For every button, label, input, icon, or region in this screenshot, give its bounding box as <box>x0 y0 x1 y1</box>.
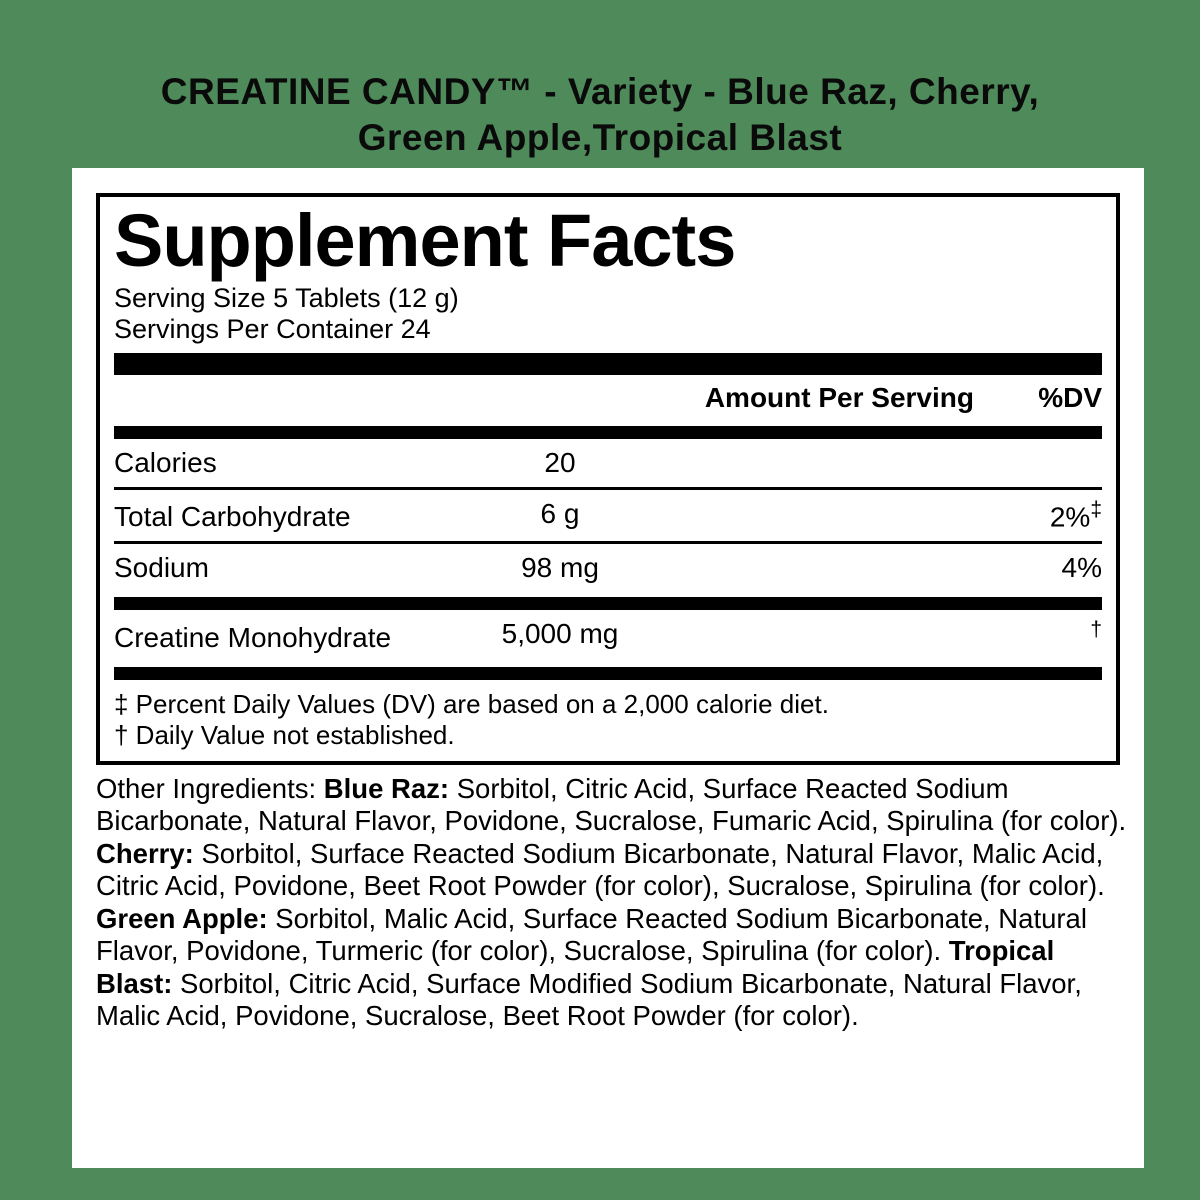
flavor-label-tropical-blast: Tropical Blast: <box>96 935 1055 999</box>
supplement-facts-heading: Supplement Facts <box>114 199 736 282</box>
label-inner <box>96 193 1127 1033</box>
product-title-line-2: Green Apple,Tropical Blast <box>357 117 843 158</box>
servings-per-container: Servings Per Container 24 <box>114 314 431 344</box>
flavor-label-cherry: Cherry: <box>96 837 194 869</box>
nutrient-name: Total Carbohydrate <box>114 501 351 533</box>
label-panel <box>72 168 1144 1168</box>
footnote-daily-values: ‡ Percent Daily Values (DV) are based on a 2,000 calorie diet. <box>114 688 829 719</box>
flavor-text-green-apple: Sorbitol, Malic Acid, Surface Reacted Sodium Bicarbonate, Natural Flavor, Povidone, Turmeric (for color), Sucralose, Spirulina (for color). <box>96 902 1087 967</box>
flavor-text-blue-raz: Sorbitol, Citric Acid, Surface Reacted Sodium Bicarbonate, Natural Flavor, Povidone, Sucralose, Fumaric Acid, Spirulina (for color). <box>96 772 1127 837</box>
footnote-marker-double-dagger: ‡ <box>1090 498 1102 521</box>
table-row <box>114 490 1102 541</box>
nutrient-dv <box>1014 498 1102 533</box>
column-header-amount: Amount Per Serving <box>704 382 974 413</box>
nutrient-dv: 4% <box>1061 552 1102 584</box>
footnote-not-established: † Daily Value not established. <box>114 719 455 750</box>
other-ingredients-label: Other Ingredients: <box>96 772 324 804</box>
table-row <box>114 439 1102 487</box>
flavor-text-cherry: Sorbitol, Surface Reacted Sodium Bicarbonate, Natural Flavor, Malic Acid, Citric Acid, Povidone, Beet Root Powder (for color), Sucralose, Spirulina (for color). <box>96 837 1105 902</box>
flavor-text-tropical-blast: Sorbitol, Citric Acid, Surface Modified Sodium Bicarbonate, Natural Flavor, Malic Acid, Povidone, Sucralose, Beet Root Powder (for color). <box>96 967 1082 1032</box>
nutrient-amount: 5,000 mg <box>501 618 619 650</box>
nutrient-dv-value: 2% <box>1049 501 1091 533</box>
column-header-dv: %DV <box>1038 382 1102 413</box>
other-ingredients <box>96 773 1132 1033</box>
supplement-facts-box <box>96 193 1120 765</box>
serving-size: Serving Size 5 Tablets (12 g) <box>114 283 459 313</box>
nutrient-amount: 20 <box>544 447 576 478</box>
nutrient-name: Calories <box>114 447 217 478</box>
nutrient-name: Sodium <box>114 552 209 584</box>
divider-medium-2 <box>114 597 1102 610</box>
footnote-marker-dagger: † <box>1090 618 1102 642</box>
divider-medium-1 <box>114 426 1102 439</box>
product-title-line-1: CREATINE CANDY™ - Variety - Blue Raz, Cherry, <box>160 71 1040 112</box>
nutrient-dv <box>1014 618 1102 653</box>
nutrient-amount: 6 g <box>540 498 580 529</box>
divider-medium-3 <box>114 667 1102 680</box>
divider-thick-top <box>114 353 1102 375</box>
nutrient-name: Creatine Monohydrate <box>114 621 392 653</box>
table-row <box>114 544 1102 592</box>
flavor-label-green-apple: Green Apple: <box>96 902 268 934</box>
flavor-label-blue-raz: Blue Raz: <box>323 772 450 804</box>
column-headers <box>114 375 1102 421</box>
table-row <box>114 610 1102 661</box>
nutrient-amount: 98 mg <box>521 552 599 584</box>
product-title-band <box>0 0 1200 170</box>
